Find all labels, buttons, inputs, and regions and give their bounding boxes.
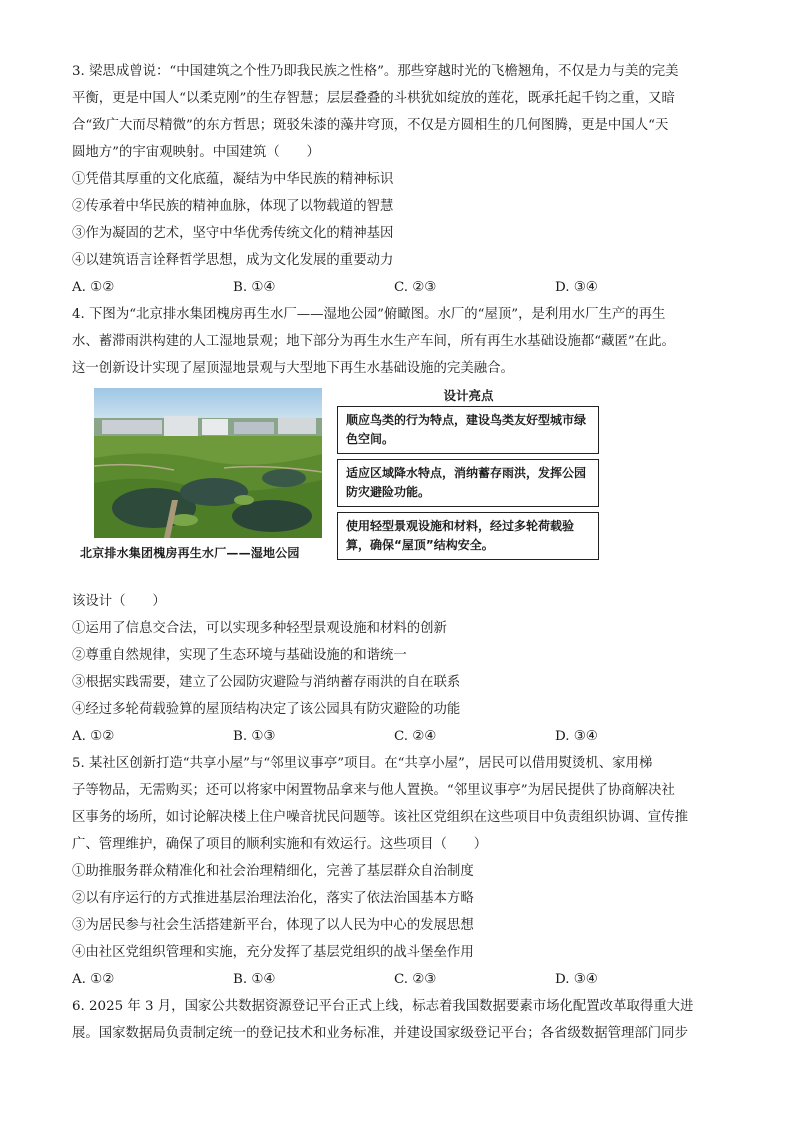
q4-choice-d[interactable]: D. ③④: [555, 729, 598, 744]
question-3: [72, 58, 722, 301]
exam-page: [72, 58, 722, 1047]
q3-stem-line: 平衡，更是中国人“以柔克刚”的生存智慧；层层叠叠的斗栱犹如绽放的莲花，既承托起千钧之重，又暗: [72, 91, 675, 106]
q4-statement-2: ②尊重自然规律，实现了生态环境与基础设施的和谐统一: [72, 648, 407, 663]
q6-stem-line: 展。国家数据局负责制定统一的登记技术和业务标准，并建设国家级登记平台；各省级数据管理部门同步: [72, 1026, 688, 1041]
q4-stem-line: 水、蓄滞雨洪构建的人工湿地景观；地下部分为再生水生产车间，所有再生水基础设施都“藏匿”在此。: [72, 334, 675, 349]
design-highlights-title: 设计亮点: [443, 388, 494, 403]
q6-stem-line: 6. 2025 年 3 月，国家公共数据资源登记平台正式上线，标志着我国数据要素市场化配置改革取得重大进: [72, 999, 694, 1014]
q3-stem-line: 3. 梁思成曾说：“中国建筑之个性乃即我民族之性格”。那些穿越时光的飞檐翘角，不仅是力与美的完美: [72, 64, 679, 79]
q5-stem-line: 广、管理维护，确保了项目的顺利实施和有效运行。这些项目（ ）: [72, 837, 488, 852]
q5-statement-4: ④由社区党组织管理和实施，充分发挥了基层党组织的战斗堡垒作用: [72, 945, 474, 960]
q4-statement-1: ①运用了信息交合法，可以实现多种轻型景观设施和材料的创新: [72, 621, 447, 636]
q4-choices: [72, 723, 722, 750]
q3-statement-1: ①凭借其厚重的文化底蕴，凝结为中华民族的精神标识: [72, 172, 394, 187]
q4-stem-line: 4. 下图为“北京排水集团槐房再生水厂——湿地公园”俯瞰图。水厂的“屋顶”，是利用水厂生产的再生: [72, 307, 666, 322]
q4-choice-b[interactable]: B. ①③: [233, 729, 276, 744]
q3-statement-2: ②传承着中华民族的精神血脉，体现了以物载道的智慧: [72, 199, 394, 214]
q5-statement-1: ①助推服务群众精准化和社会治理精细化，完善了基层群众自治制度: [72, 864, 474, 879]
q3-choices: [72, 274, 722, 301]
q3-choice-b[interactable]: B. ①④: [233, 280, 276, 295]
photo-caption: 北京排水集团槐房再生水厂——湿地公园: [80, 546, 300, 560]
q3-statement-3: ③作为凝固的艺术，坚守中华优秀传统文化的精神基因: [72, 226, 394, 241]
q5-choice-d[interactable]: D. ③④: [555, 972, 598, 987]
q3-stem-line: 圆地方”的宇宙观映射。中国建筑（ ）: [72, 145, 320, 160]
q4-choice-c[interactable]: C. ②④: [394, 729, 437, 744]
q5-stem-line: 区事务的场所，如讨论解决楼上住户噪音扰民问题等。该社区党组织在这些项目中负责组织协调、宣传推: [72, 810, 688, 825]
design-point-2: 适应区域降水特点，消纳蓄存雨洪，发挥公园防灾避险功能。: [337, 459, 599, 507]
question-4: [72, 301, 722, 750]
q4-figure: [72, 386, 722, 582]
q4-statement-3: ③根据实践需要，建立了公园防灾避险与消纳蓄存雨洪的自在联系: [72, 675, 461, 690]
q4-stem-tail: 该设计（ ）: [72, 594, 166, 609]
q5-choices: [72, 966, 722, 993]
q4-stem-line: 这一创新设计实现了屋顶湿地景观与大型地下再生水基础设施的完美融合。: [72, 361, 514, 376]
q5-choice-c[interactable]: C. ②③: [394, 972, 437, 987]
design-point-1: 顺应鸟类的行为特点，建设鸟类友好型城市绿色空间。: [337, 406, 599, 454]
q3-choice-d[interactable]: D. ③④: [555, 280, 598, 295]
q5-statement-2: ②以有序运行的方式推进基层治理法治化，落实了依法治国基本方略: [72, 891, 474, 906]
q5-statement-3: ③为居民参与社会生活搭建新平台，体现了以人民为中心的发展思想: [72, 918, 474, 933]
q3-choice-c[interactable]: C. ②③: [394, 280, 437, 295]
q5-choice-b[interactable]: B. ①④: [233, 972, 276, 987]
q5-choice-a[interactable]: A. ①②: [72, 972, 115, 987]
design-point-3: 使用轻型景观设施和材料，经过多轮荷载验算，确保“屋顶”结构安全。: [337, 512, 599, 560]
q4-choice-a[interactable]: A. ①②: [72, 729, 115, 744]
question-6: [72, 993, 722, 1047]
question-5: [72, 750, 722, 993]
wetland-park-aerial-photo: [94, 388, 322, 538]
q3-statement-4: ④以建筑语言诠释哲学思想，成为文化发展的重要动力: [72, 253, 394, 268]
q5-stem-line: 子等物品，无需购买；还可以将家中闲置物品拿来与他人置换。“邻里议事亭”为居民提供了协商解决社: [72, 783, 675, 798]
q4-statement-4: ④经过多轮荷载验算的屋顶结构决定了该公园具有防灾避险的功能: [72, 702, 461, 717]
q3-choice-a[interactable]: A. ①②: [72, 280, 115, 295]
q5-stem-line: 5. 某社区创新打造“共享小屋”与“邻里议事亭”项目。在“共享小屋”，居民可以借用熨烫机、家用梯: [72, 756, 653, 771]
q3-stem-line: 合“致广大而尽精微”的东方哲思；斑驳朱漆的藻井穹顶，不仅是方圆相生的几何图腾，更是中国人“天: [72, 118, 669, 133]
